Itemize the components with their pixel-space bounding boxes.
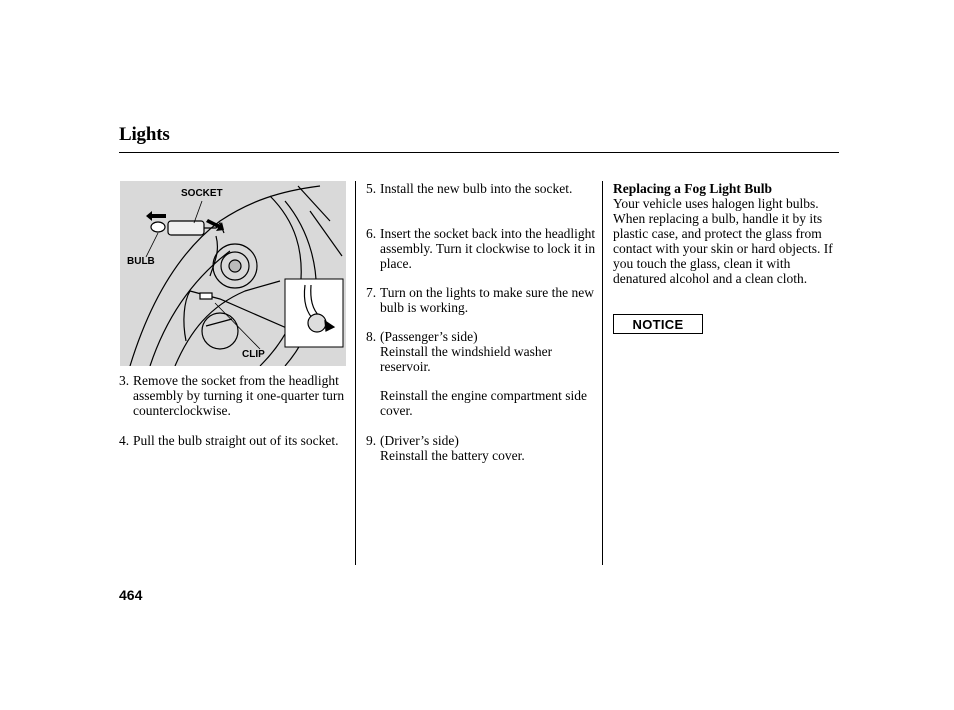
label-clip: CLIP bbox=[242, 349, 265, 360]
step-text: (Driver’s side) bbox=[380, 433, 459, 448]
step-5 bbox=[366, 181, 596, 196]
step-subtext: Reinstall the windshield washer reservoir. bbox=[380, 344, 553, 374]
page-title: Lights bbox=[119, 124, 170, 145]
step-3 bbox=[119, 373, 351, 418]
step-text: Install the new bulb into the socket. bbox=[380, 181, 573, 196]
step-subtext: Reinstall the engine compartment side cover. bbox=[380, 388, 587, 418]
step-number: 7. bbox=[366, 285, 377, 300]
step-9 bbox=[366, 433, 596, 463]
section-body: Your vehicle uses halogen light bulbs. When replacing a bulb, handle it by its plastic case, and protect the glass from contact with your skin or hard objects. If you touch the glass, clean it with denatured alcohol and a clean cloth. bbox=[613, 196, 833, 286]
illustration-drawing bbox=[120, 181, 346, 366]
headlight-socket-illustration bbox=[120, 181, 346, 366]
step-4 bbox=[119, 433, 351, 448]
step-text: Turn on the lights to make sure the new bulb is working. bbox=[380, 285, 594, 315]
column-divider-1 bbox=[355, 181, 356, 565]
step-text: (Passenger’s side) bbox=[380, 329, 478, 344]
label-bulb: BULB bbox=[127, 256, 155, 267]
label-socket: SOCKET bbox=[181, 188, 223, 199]
step-number: 6. bbox=[366, 226, 377, 241]
step-text: Pull the bulb straight out of its socket. bbox=[133, 433, 339, 448]
step-8 bbox=[366, 329, 596, 418]
step-number: 8. bbox=[366, 329, 377, 344]
fog-light-section bbox=[613, 181, 841, 286]
step-number: 9. bbox=[366, 433, 377, 448]
step-6 bbox=[366, 226, 596, 271]
notice-badge: NOTICE bbox=[613, 314, 703, 334]
title-rule bbox=[119, 152, 839, 153]
step-7 bbox=[366, 285, 596, 315]
step-number: 3. bbox=[119, 373, 130, 388]
step-subtext: Reinstall the battery cover. bbox=[380, 448, 525, 463]
step-number: 4. bbox=[119, 433, 130, 448]
step-number: 5. bbox=[366, 181, 377, 196]
page-number: 464 bbox=[119, 587, 143, 603]
step-text: Insert the socket back into the headlight assembly. Turn it clockwise to lock it in place. bbox=[380, 226, 596, 271]
step-text: Remove the socket from the headlight assembly by turning it one-quarter turn counterclockwise. bbox=[133, 373, 345, 418]
column-divider-2 bbox=[602, 181, 603, 565]
section-heading: Replacing a Fog Light Bulb bbox=[613, 181, 773, 196]
